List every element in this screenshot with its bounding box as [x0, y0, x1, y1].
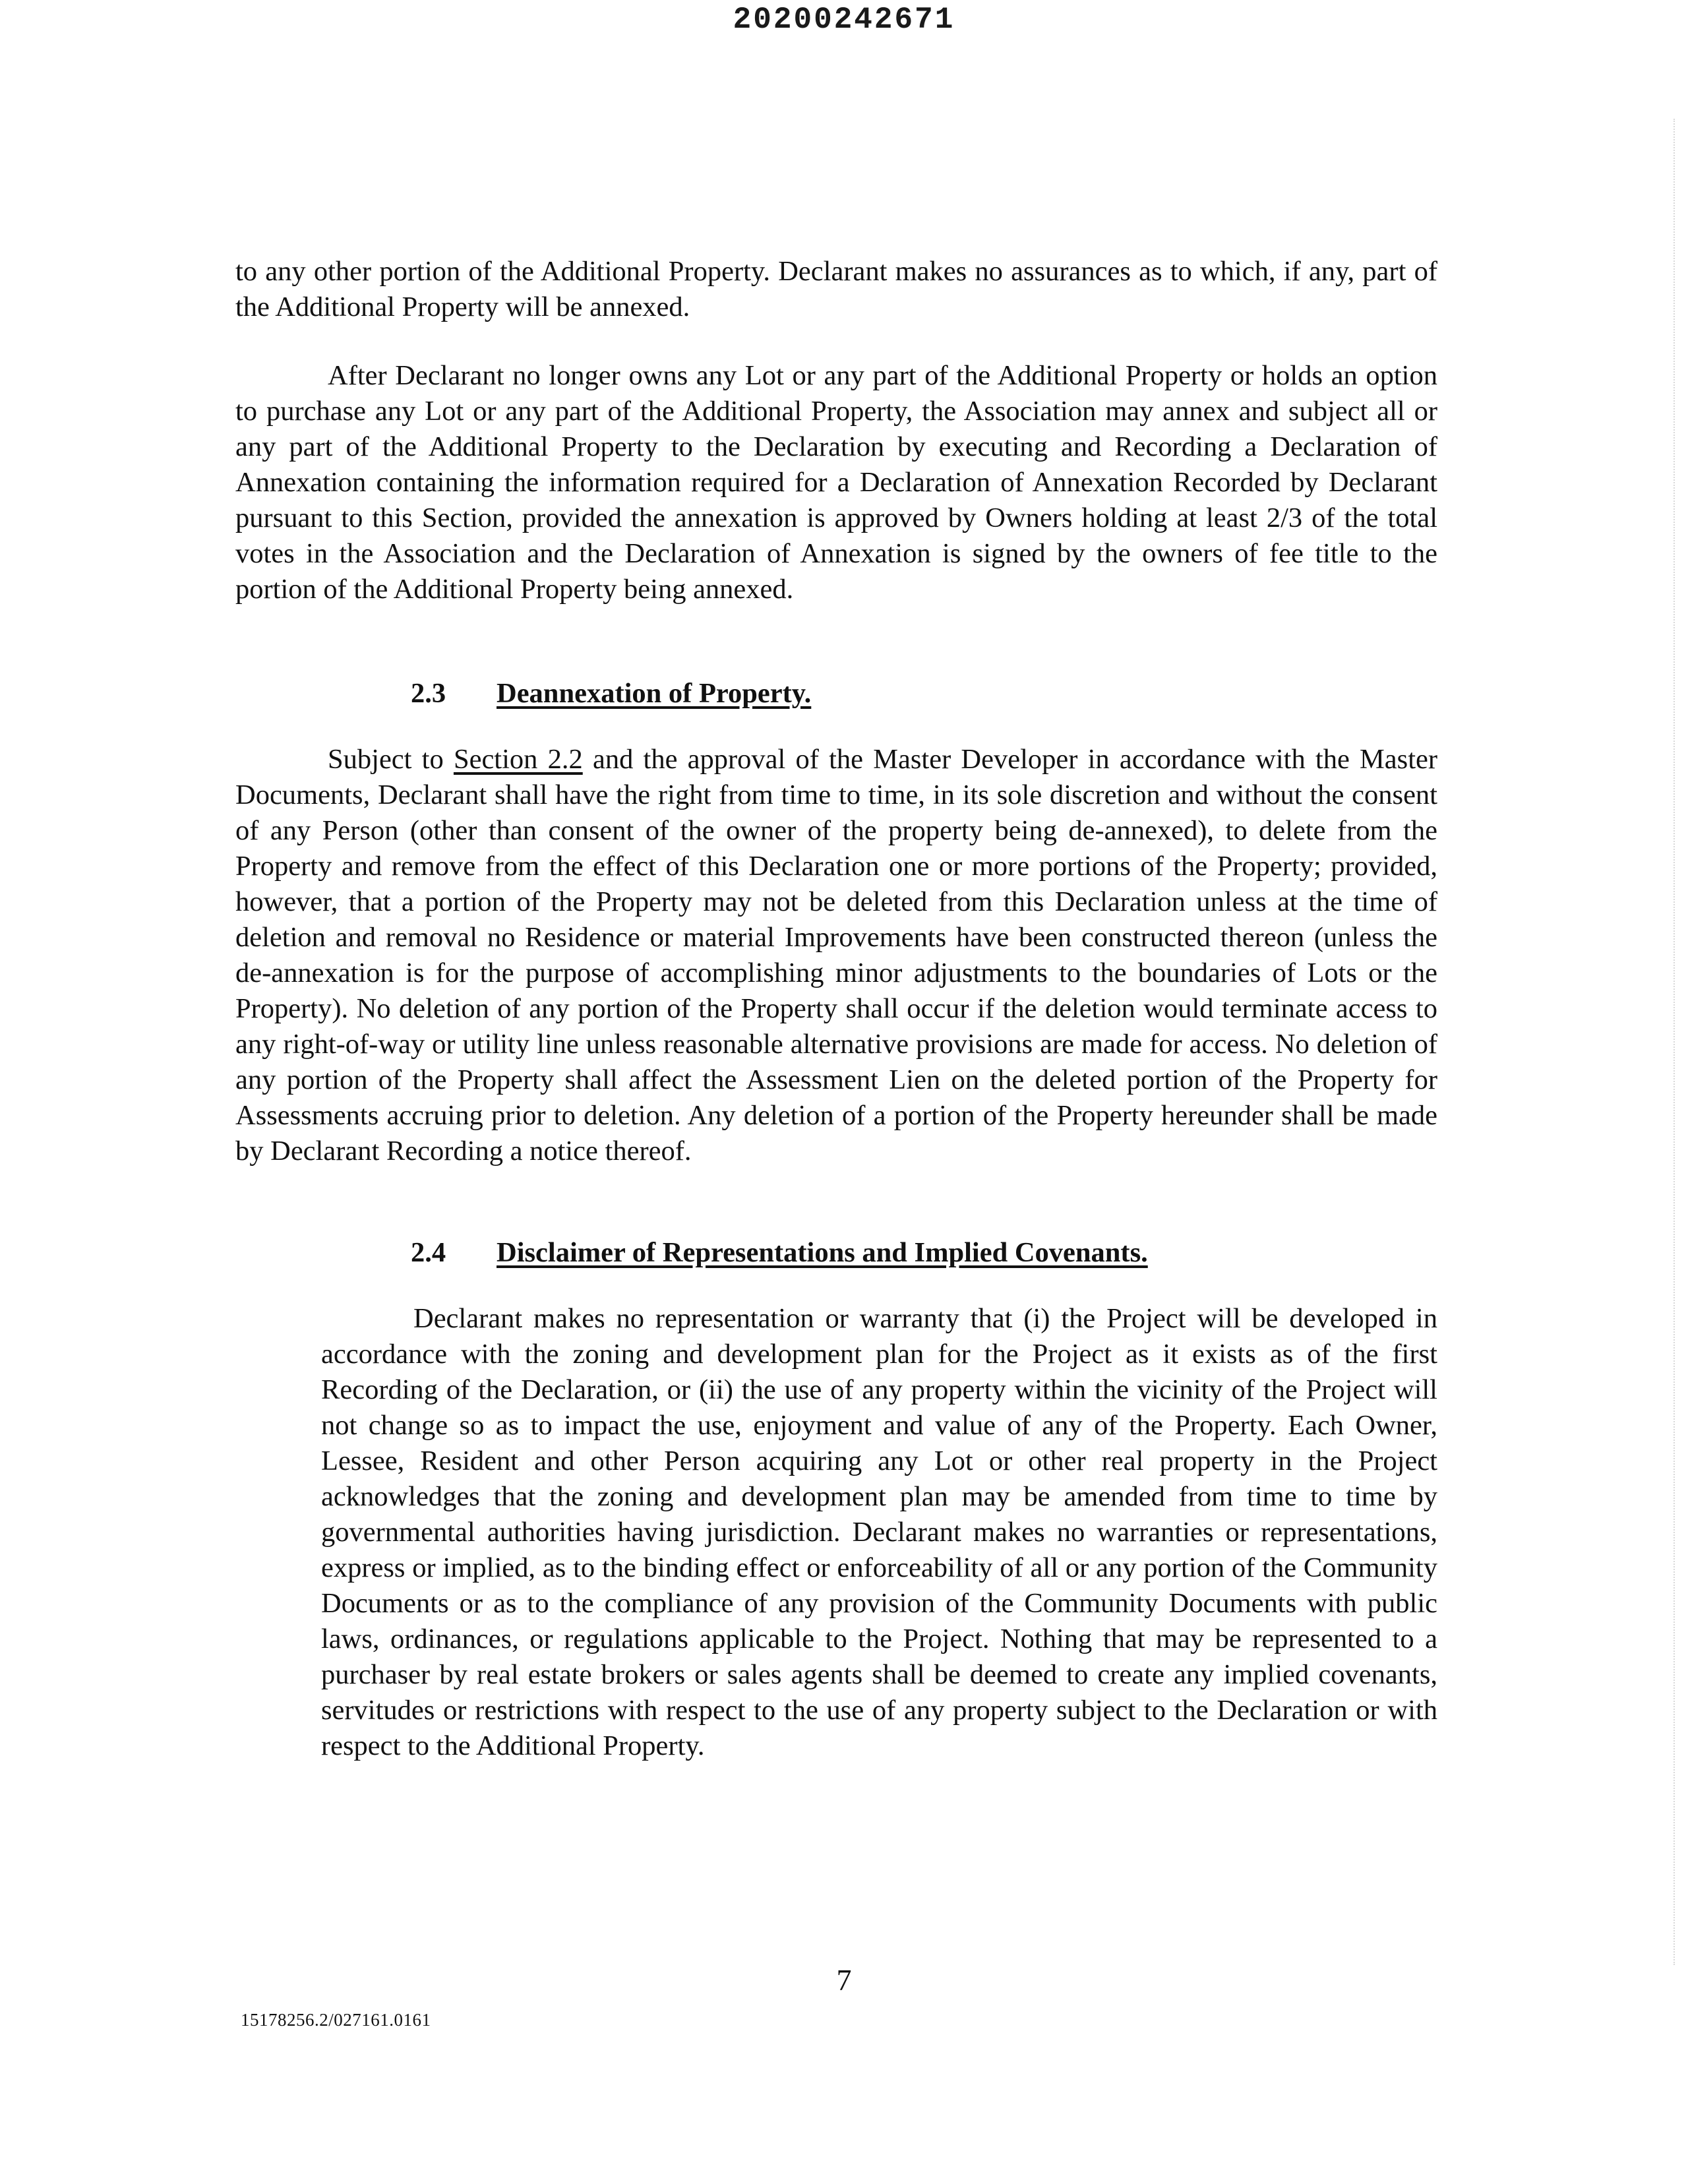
disclaimer-text: Declarant makes no representation or warranty that (i) the Project will be developed in accordance with the zoning and development plan for the Project as it exists as of the first Recording of the Declaration, or (ii) the use of any property within the vicinity of the Project will not change so as to impact the use, enjoyment and value of any of the Property. Each Owner, Lessee, Resident and other Person acquiring any Lot or other real property in the Project acknowledges that the zoning and development plan may be amended from time to time by governmental authorities having jurisdiction. Declarant makes no warranties or representations, express or implied, as to the binding effect or enforceability of all or any portion of the Community Documents or as to the compliance of any provision of the Community Documents with public laws, ordinances, or regulations applicable to the Project. Nothing that may be represented to a purchaser by real estate brokers or sales agents shall be deemed to create any implied covenants, servitudes or restrictions with respect to the use of any property subject to the Declaration or with respect to the Additional Property. — [321, 1303, 1437, 1761]
page-number: 7 — [836, 1963, 852, 1997]
section-heading-2-3 — [411, 676, 811, 712]
paragraph-disclaimer — [321, 1301, 1437, 1764]
section-heading-2-4 — [411, 1235, 1148, 1271]
section-reference-link: Section 2.2 — [453, 744, 583, 775]
section-number: 2.4 — [411, 1237, 446, 1268]
paragraph-association-annexation — [235, 358, 1437, 607]
deannexation-text-rest: and the approval of the Master Developer in accordance with the Master Documents, Declarant shall have the right from time to time, in its sole discretion and without the consent of any Person (other than consent of the owner of the property being de-annexed), to delete from the Property and remove from the effect of this Declaration one or more portions of the Property; provided, however, that a portion of the Property may not be deleted from this Declaration unless at the time of deletion and removal no Residence or material Improvements have been constructed thereon (unless the de-annexation is for the purpose of accomplishing minor adjustments to the boundaries of Lots or the Property). No deletion of any portion of the Property shall occur if the deletion would terminate access to any right-of-way or utility line unless reasonable alternative provisions are made for access. No deletion of any portion of the Property shall affect the Assessment Lien on the deleted portion of the Property for Assessments accruing prior to deletion. Any deletion of a portion of the Property hereunder shall be made by Declarant Recording a notice thereof. — [235, 744, 1438, 1167]
paragraph-annexation-continued: to any other portion of the Additional Property. Declarant makes no assurances as to which, if any, part of the Additional Property will be annexed. — [235, 256, 1437, 322]
paragraph-association-annexation-text: After Declarant no longer owns any Lot or any part of the Additional Property or holds an option to purchase any Lot or any part of the Additional Property, the Association may annex and subject all or any part of the Additional Property to the Declaration by executing and Recording a Declaration of Annexation containing the information required for a Declaration of Annexation Recorded by Declarant pursuant to this Section, provided the annexation is approved by Owners holding at least 2/3 of the total votes in the Association and the Declaration of Annexation is signed by the owners of fee title to the portion of the Additional Property being annexed. — [235, 360, 1437, 605]
section-title: Deannexation of Property. — [497, 678, 812, 709]
deannexation-text-lead: Subject to — [328, 744, 444, 775]
document-id: 15178256.2/027161.0161 — [241, 2010, 431, 2030]
paragraph-deannexation — [235, 742, 1437, 1169]
recording-number: 20200242671 — [733, 3, 955, 37]
section-number: 2.3 — [411, 678, 446, 709]
section-title: Disclaimer of Representations and Implied Covenants. — [497, 1237, 1148, 1268]
scan-edge-artifact — [1666, 119, 1675, 1965]
